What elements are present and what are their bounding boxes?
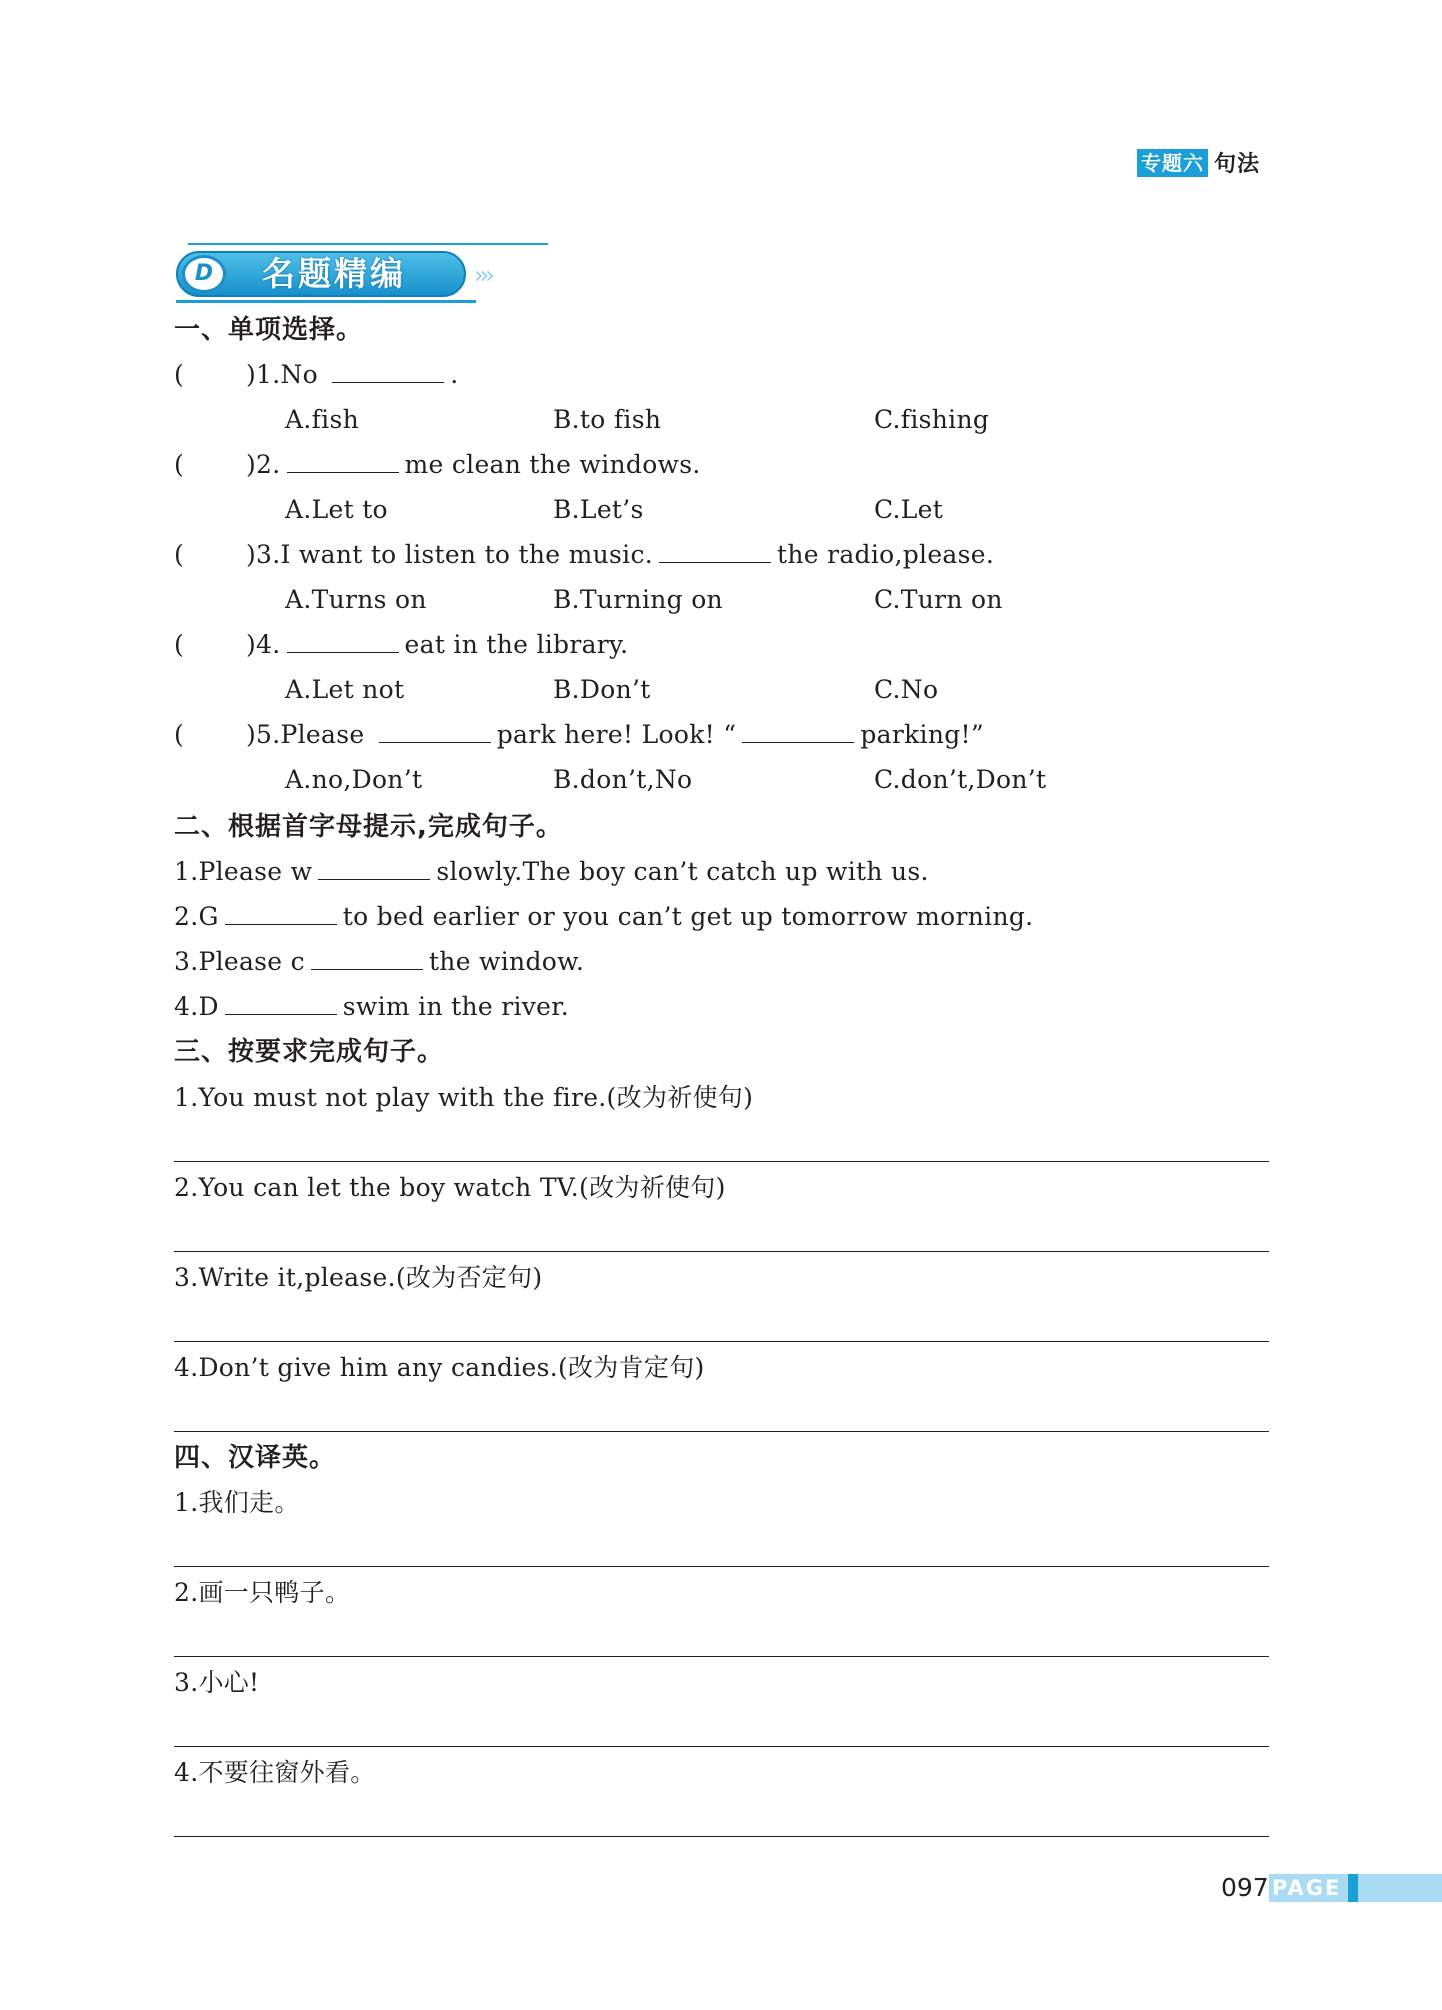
option-a: A.fish: [285, 405, 359, 434]
section2-heading: 二、根据首字母提示,完成句子。: [174, 812, 563, 842]
translate-item-1: 1.我们走。: [174, 1488, 300, 1517]
answer-blank[interactable]: [318, 857, 430, 880]
option-b: B.don’t,No: [553, 765, 693, 794]
fill-item-rest: swim in the river.: [342, 992, 570, 1021]
fill-item-text: 4.D: [174, 992, 219, 1021]
question-1-text: )1.No: [246, 360, 327, 389]
option-b: B.to fish: [553, 405, 662, 434]
question-5: [246, 720, 984, 750]
question-paren: (: [174, 630, 185, 659]
section-banner: [176, 243, 551, 305]
translate-item-2: 2.画一只鸭子。: [174, 1578, 351, 1607]
question-4-text: )4.: [246, 630, 281, 659]
answer-blank[interactable]: [742, 720, 854, 743]
question-1-end: .: [450, 360, 459, 389]
option-c: C.don’t,Don’t: [874, 765, 1047, 794]
answer-line[interactable]: [174, 1251, 1269, 1252]
question-2-text: )2.: [246, 450, 281, 479]
question-4: [246, 630, 628, 660]
question-4-end: eat in the library.: [404, 630, 629, 659]
question-paren: (: [174, 450, 185, 479]
page-label: PAGE: [1272, 1876, 1342, 1900]
fill-item-4: [174, 992, 569, 1022]
option-b: B.Turning on: [553, 585, 723, 614]
fill-item-2: [174, 902, 1033, 932]
question-3: [246, 540, 994, 570]
question-2-end: me clean the windows.: [404, 450, 701, 479]
option-a: A.Let to: [285, 495, 388, 524]
answer-blank[interactable]: [311, 947, 423, 970]
answer-blank[interactable]: [287, 630, 399, 653]
translate-item-4: 4.不要往窗外看。: [174, 1758, 376, 1787]
page-number: 097: [1221, 1873, 1269, 1902]
banner-top-line: [188, 243, 548, 245]
option-c: C.fishing: [874, 405, 990, 434]
transform-item-2: 2.You can let the boy watch TV.(改为祈使句): [174, 1173, 726, 1202]
answer-line[interactable]: [174, 1836, 1269, 1837]
banner-bottom-line: [176, 300, 476, 303]
question-5-text: )5.Please: [246, 720, 373, 749]
chapter-tag: 专题六: [1137, 149, 1208, 177]
transform-item-4: 4.Don’t give him any candies.(改为肯定句): [174, 1353, 705, 1382]
transform-item-3: 3.Write it,please.(改为否定句): [174, 1263, 543, 1292]
answer-line[interactable]: [174, 1341, 1269, 1342]
fill-item-rest: the window.: [428, 947, 585, 976]
option-c: C.Let: [874, 495, 944, 524]
banner-logo-letter: D: [194, 261, 214, 286]
answer-line[interactable]: [174, 1431, 1269, 1432]
section3-heading: 三、按要求完成句子。: [174, 1037, 445, 1067]
answer-blank[interactable]: [225, 902, 337, 925]
chapter-title: 句法: [1214, 152, 1261, 177]
question-2: [246, 450, 701, 480]
transform-item-1: 1.You must not play with the fire.(改为祈使句): [174, 1083, 754, 1112]
answer-line[interactable]: [174, 1656, 1269, 1657]
answer-blank[interactable]: [287, 450, 399, 473]
option-c: C.Turn on: [874, 585, 1003, 614]
fill-item-3: [174, 947, 584, 977]
fill-item-text: 3.Please c: [174, 947, 305, 976]
question-3-text: )3.I want to listen to the music.: [246, 540, 653, 569]
question-3-end: the radio,please.: [777, 540, 995, 569]
section1-heading: 一、单项选择。: [174, 315, 364, 345]
option-a: A.no,Don’t: [285, 765, 423, 794]
translate-item-3: 3.小心!: [174, 1668, 260, 1697]
banner-title: 名题精编: [262, 254, 406, 293]
page-marker: [1348, 1874, 1358, 1902]
answer-blank[interactable]: [332, 360, 444, 383]
question-paren: (: [174, 360, 185, 389]
fill-item-rest: slowly.The boy can’t catch up with us.: [436, 857, 929, 886]
question-paren: (: [174, 720, 185, 749]
question-1: [246, 360, 459, 390]
option-c: C.No: [874, 675, 939, 704]
fill-item-1: [174, 857, 929, 887]
answer-blank[interactable]: [225, 992, 337, 1015]
banner-logo-icon: [182, 255, 226, 293]
option-b: B.Don’t: [553, 675, 651, 704]
fill-item-rest: to bed earlier or you can’t get up tomorrow morning.: [342, 902, 1034, 931]
answer-blank[interactable]: [659, 540, 771, 563]
answer-line[interactable]: [174, 1566, 1269, 1567]
fill-item-text: 2.G: [174, 902, 219, 931]
question-5-end: parking!”: [860, 720, 984, 749]
question-paren: (: [174, 540, 185, 569]
question-5-middle: park here! Look! “: [496, 720, 737, 749]
answer-blank[interactable]: [379, 720, 491, 743]
banner-arrows-icon: ›››: [474, 261, 491, 289]
answer-line[interactable]: [174, 1746, 1269, 1747]
chapter-header: [1137, 147, 1260, 178]
option-b: B.Let’s: [553, 495, 644, 524]
fill-item-text: 1.Please w: [174, 857, 313, 886]
option-a: A.Let not: [285, 675, 405, 704]
answer-line[interactable]: [174, 1161, 1269, 1162]
option-a: A.Turns on: [285, 585, 427, 614]
section4-heading: 四、汉译英。: [174, 1443, 337, 1473]
